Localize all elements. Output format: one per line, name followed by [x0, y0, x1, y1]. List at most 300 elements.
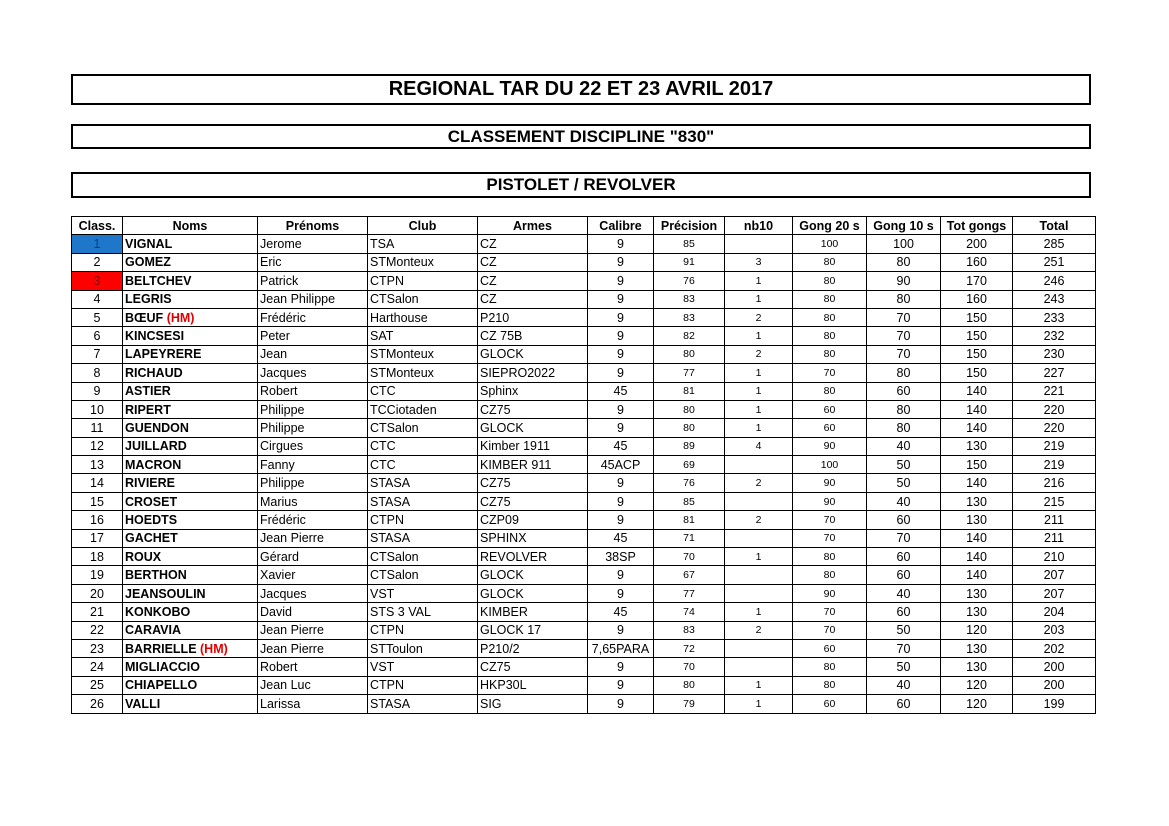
cell-prenom: Jean Luc [258, 676, 368, 694]
hm-badge: (HM) [166, 310, 195, 325]
shooter-name: RIPERT [125, 402, 171, 417]
cell-gong20: 60 [793, 419, 867, 437]
cell-nom [123, 566, 258, 584]
cell-calibre: 45 [588, 382, 654, 400]
shooter-name: BERTHON [125, 568, 187, 583]
cell-rank: 9 [72, 382, 123, 400]
cell-arme: GLOCK [478, 584, 588, 602]
cell-gong10: 50 [867, 658, 941, 676]
cell-totgongs: 140 [941, 566, 1013, 584]
cell-prenom: Jean Pierre [258, 621, 368, 639]
col-header-club: Club [368, 217, 478, 235]
cell-rank: 23 [72, 639, 123, 657]
shooter-name: VIGNAL [125, 237, 173, 252]
cell-precision: 70 [654, 548, 725, 566]
cell-arme: CZ [478, 290, 588, 308]
cell-calibre: 9 [588, 511, 654, 529]
table-row [72, 529, 1096, 547]
shooter-name: KINCSESI [125, 329, 185, 344]
cell-club: STToulon [368, 639, 478, 657]
cell-totgongs: 150 [941, 345, 1013, 363]
cell-nb10: 2 [725, 621, 793, 639]
cell-calibre: 9 [588, 400, 654, 418]
cell-gong10: 40 [867, 676, 941, 694]
cell-nom [123, 456, 258, 474]
shooter-name: MACRON [125, 457, 182, 472]
cell-prenom: Philippe [258, 474, 368, 492]
cell-precision: 80 [654, 345, 725, 363]
cell-total: 219 [1013, 456, 1096, 474]
shooter-name: BARRIELLE [125, 641, 197, 656]
cell-nom [123, 308, 258, 326]
table-row [72, 566, 1096, 584]
cell-gong20: 100 [793, 456, 867, 474]
shooter-name: CARAVIA [125, 623, 182, 638]
col-header-calibre: Calibre [588, 217, 654, 235]
cell-total: 211 [1013, 511, 1096, 529]
cell-prenom: Jean [258, 345, 368, 363]
cell-club: CTC [368, 437, 478, 455]
cell-nb10 [725, 639, 793, 657]
cell-club: CTC [368, 382, 478, 400]
cell-precision: 91 [654, 253, 725, 271]
cell-arme: CZP09 [478, 511, 588, 529]
cell-nb10: 1 [725, 419, 793, 437]
cell-totgongs: 130 [941, 511, 1013, 529]
cell-gong20: 90 [793, 474, 867, 492]
cell-rank: 6 [72, 327, 123, 345]
cell-nom [123, 253, 258, 271]
cell-club: STMonteux [368, 253, 478, 271]
cell-nb10: 1 [725, 382, 793, 400]
cell-gong10: 70 [867, 529, 941, 547]
cell-precision: 70 [654, 658, 725, 676]
cell-totgongs: 140 [941, 382, 1013, 400]
shooter-name: HOEDTS [125, 512, 178, 527]
cell-gong10: 60 [867, 548, 941, 566]
cell-gong20: 60 [793, 400, 867, 418]
cell-arme: P210/2 [478, 639, 588, 657]
cell-rank: 25 [72, 676, 123, 694]
cell-gong20: 70 [793, 621, 867, 639]
cell-total: 246 [1013, 272, 1096, 290]
cell-nb10: 1 [725, 400, 793, 418]
cell-club: STMonteux [368, 345, 478, 363]
cell-precision: 77 [654, 584, 725, 602]
cell-calibre: 9 [588, 235, 654, 253]
cell-prenom: Jean Pierre [258, 529, 368, 547]
cell-prenom: Jacques [258, 584, 368, 602]
cell-totgongs: 140 [941, 400, 1013, 418]
cell-nb10 [725, 492, 793, 510]
cell-total: 233 [1013, 308, 1096, 326]
cell-arme: Kimber 1911 [478, 437, 588, 455]
cell-arme: CZ75 [478, 492, 588, 510]
cell-nb10: 1 [725, 603, 793, 621]
cell-nom [123, 272, 258, 290]
cell-prenom: Frédéric [258, 511, 368, 529]
cell-rank: 4 [72, 290, 123, 308]
cell-nb10: 2 [725, 345, 793, 363]
cell-total: 227 [1013, 364, 1096, 382]
cell-rank: 1 [72, 235, 123, 253]
cell-gong10: 70 [867, 327, 941, 345]
cell-gong10: 90 [867, 272, 941, 290]
cell-gong20: 80 [793, 548, 867, 566]
cell-nom [123, 382, 258, 400]
cell-rank: 22 [72, 621, 123, 639]
cell-prenom: Robert [258, 658, 368, 676]
table-row [72, 584, 1096, 602]
cell-arme: CZ75 [478, 658, 588, 676]
table-row [72, 548, 1096, 566]
cell-nb10: 3 [725, 253, 793, 271]
cell-total: 200 [1013, 658, 1096, 676]
cell-gong20: 100 [793, 235, 867, 253]
cell-arme: SIEPRO2022 [478, 364, 588, 382]
cell-totgongs: 130 [941, 603, 1013, 621]
cell-gong20: 80 [793, 290, 867, 308]
cell-nb10 [725, 658, 793, 676]
cell-prenom: Eric [258, 253, 368, 271]
cell-precision: 76 [654, 474, 725, 492]
table-row [72, 658, 1096, 676]
cell-nb10 [725, 235, 793, 253]
cell-gong10: 70 [867, 639, 941, 657]
cell-nom [123, 364, 258, 382]
cell-gong10: 80 [867, 253, 941, 271]
table-row [72, 492, 1096, 510]
cell-calibre: 9 [588, 272, 654, 290]
cell-arme: CZ [478, 272, 588, 290]
shooter-name: GACHET [125, 531, 178, 546]
cell-precision: 67 [654, 566, 725, 584]
cell-prenom: Marius [258, 492, 368, 510]
cell-nb10 [725, 456, 793, 474]
cell-club: CTPN [368, 676, 478, 694]
cell-total: 207 [1013, 584, 1096, 602]
cell-total: 203 [1013, 621, 1096, 639]
cell-total: 207 [1013, 566, 1096, 584]
cell-club: CTSalon [368, 548, 478, 566]
cell-calibre: 9 [588, 676, 654, 694]
cell-arme: P210 [478, 308, 588, 326]
cell-rank: 17 [72, 529, 123, 547]
cell-prenom: Patrick [258, 272, 368, 290]
cell-nom [123, 584, 258, 602]
cell-gong10: 60 [867, 603, 941, 621]
shooter-name: MIGLIACCIO [125, 660, 200, 675]
cell-club: CTSalon [368, 566, 478, 584]
cell-nom [123, 603, 258, 621]
cell-club: VST [368, 658, 478, 676]
shooter-name: VALLI [125, 696, 161, 711]
cell-club: CTPN [368, 621, 478, 639]
cell-precision: 74 [654, 603, 725, 621]
cell-club: TSA [368, 235, 478, 253]
cell-calibre: 9 [588, 253, 654, 271]
cell-nb10: 1 [725, 364, 793, 382]
cell-gong20: 80 [793, 327, 867, 345]
cell-totgongs: 130 [941, 584, 1013, 602]
shooter-name: JUILLARD [125, 439, 187, 454]
cell-calibre: 9 [588, 474, 654, 492]
table-row [72, 511, 1096, 529]
cell-precision: 81 [654, 382, 725, 400]
cell-arme: CZ [478, 235, 588, 253]
cell-total: 285 [1013, 235, 1096, 253]
cell-total: 230 [1013, 345, 1096, 363]
cell-precision: 71 [654, 529, 725, 547]
cell-arme: GLOCK [478, 566, 588, 584]
cell-arme: CZ75 [478, 474, 588, 492]
cell-prenom: David [258, 603, 368, 621]
cell-totgongs: 150 [941, 308, 1013, 326]
cell-gong20: 80 [793, 272, 867, 290]
cell-total: 220 [1013, 400, 1096, 418]
shooter-name: BELTCHEV [125, 273, 192, 288]
cell-nom [123, 695, 258, 713]
cell-gong10: 80 [867, 364, 941, 382]
cell-prenom: Jean Philippe [258, 290, 368, 308]
table-header-row [72, 217, 1096, 235]
cell-nom [123, 474, 258, 492]
cell-totgongs: 140 [941, 474, 1013, 492]
cell-totgongs: 140 [941, 548, 1013, 566]
cell-calibre: 9 [588, 584, 654, 602]
cell-gong10: 50 [867, 474, 941, 492]
cell-precision: 80 [654, 676, 725, 694]
cell-calibre: 45ACP [588, 456, 654, 474]
cell-club: CTC [368, 456, 478, 474]
ranking-table [71, 216, 1096, 714]
cell-prenom: Cirgues [258, 437, 368, 455]
cell-prenom: Xavier [258, 566, 368, 584]
cell-total: 199 [1013, 695, 1096, 713]
table-row [72, 603, 1096, 621]
cell-totgongs: 130 [941, 492, 1013, 510]
cell-rank: 13 [72, 456, 123, 474]
cell-gong10: 60 [867, 695, 941, 713]
shooter-name: CHIAPELLO [125, 678, 198, 693]
shooter-name: JEANSOULIN [125, 586, 206, 601]
cell-gong20: 80 [793, 345, 867, 363]
cell-rank: 19 [72, 566, 123, 584]
cell-calibre: 45 [588, 437, 654, 455]
cell-club: CTPN [368, 272, 478, 290]
table-row [72, 382, 1096, 400]
cell-club: VST [368, 584, 478, 602]
cell-prenom: Jerome [258, 235, 368, 253]
table-row [72, 290, 1096, 308]
cell-gong20: 70 [793, 529, 867, 547]
cell-total: 215 [1013, 492, 1096, 510]
cell-club: STMonteux [368, 364, 478, 382]
shooter-name: RICHAUD [125, 365, 183, 380]
col-header-armes: Armes [478, 217, 588, 235]
cell-gong20: 90 [793, 492, 867, 510]
cell-nom [123, 419, 258, 437]
cell-precision: 80 [654, 419, 725, 437]
shooter-name: GOMEZ [125, 255, 171, 270]
cell-club: SAT [368, 327, 478, 345]
cell-nom [123, 658, 258, 676]
cell-prenom: Jacques [258, 364, 368, 382]
cell-calibre: 9 [588, 658, 654, 676]
cell-nom [123, 437, 258, 455]
cell-rank: 14 [72, 474, 123, 492]
table-row [72, 474, 1096, 492]
cell-arme: CZ [478, 253, 588, 271]
cell-arme: REVOLVER [478, 548, 588, 566]
cell-totgongs: 150 [941, 456, 1013, 474]
shooter-name: ROUX [125, 549, 162, 564]
cell-rank: 16 [72, 511, 123, 529]
table-row [72, 456, 1096, 474]
cell-prenom: Philippe [258, 419, 368, 437]
table-row [72, 253, 1096, 271]
table-row [72, 327, 1096, 345]
cell-calibre: 9 [588, 419, 654, 437]
cell-calibre: 38SP [588, 548, 654, 566]
cell-totgongs: 200 [941, 235, 1013, 253]
cell-totgongs: 130 [941, 639, 1013, 657]
cell-gong10: 70 [867, 308, 941, 326]
cell-arme: CZ 75B [478, 327, 588, 345]
cell-prenom: Gérard [258, 548, 368, 566]
cell-nb10: 1 [725, 676, 793, 694]
cell-totgongs: 130 [941, 658, 1013, 676]
cell-arme: KIMBER 911 [478, 456, 588, 474]
cell-arme: SPHINX [478, 529, 588, 547]
cell-totgongs: 160 [941, 290, 1013, 308]
cell-rank: 24 [72, 658, 123, 676]
table-row [72, 308, 1096, 326]
cell-calibre: 9 [588, 327, 654, 345]
cell-gong10: 40 [867, 437, 941, 455]
cell-club: STASA [368, 474, 478, 492]
table-row [72, 419, 1096, 437]
cell-gong10: 60 [867, 511, 941, 529]
cell-club: CTSalon [368, 419, 478, 437]
cell-arme: CZ75 [478, 400, 588, 418]
cell-nb10 [725, 566, 793, 584]
cell-nb10: 1 [725, 548, 793, 566]
cell-nom [123, 327, 258, 345]
col-header-noms: Noms [123, 217, 258, 235]
shooter-name: BŒUF [125, 310, 164, 325]
shooter-name: RIVIERE [125, 476, 176, 491]
cell-nom [123, 345, 258, 363]
shooter-name: GUENDON [125, 420, 189, 435]
cell-nom [123, 676, 258, 694]
cell-gong10: 80 [867, 290, 941, 308]
table-row [72, 364, 1096, 382]
cell-nom [123, 492, 258, 510]
cell-rank: 11 [72, 419, 123, 437]
cell-nb10: 2 [725, 308, 793, 326]
cell-calibre: 9 [588, 566, 654, 584]
cell-totgongs: 120 [941, 621, 1013, 639]
cell-gong20: 80 [793, 676, 867, 694]
table-row [72, 676, 1096, 694]
cell-arme: GLOCK 17 [478, 621, 588, 639]
cell-gong10: 70 [867, 345, 941, 363]
cell-gong10: 40 [867, 492, 941, 510]
cell-rank: 8 [72, 364, 123, 382]
cell-nb10: 1 [725, 327, 793, 345]
shooter-name: CROSET [125, 494, 178, 509]
cell-precision: 83 [654, 621, 725, 639]
cell-precision: 72 [654, 639, 725, 657]
cell-nom [123, 511, 258, 529]
col-header-precision: Précision [654, 217, 725, 235]
cell-gong10: 50 [867, 456, 941, 474]
table-row [72, 400, 1096, 418]
cell-totgongs: 120 [941, 676, 1013, 694]
cell-calibre: 9 [588, 290, 654, 308]
cell-rank: 3 [72, 272, 123, 290]
cell-total: 220 [1013, 419, 1096, 437]
col-header-gong20: Gong 20 s [793, 217, 867, 235]
cell-gong20: 70 [793, 364, 867, 382]
cell-calibre: 9 [588, 308, 654, 326]
cell-precision: 80 [654, 400, 725, 418]
cell-calibre: 9 [588, 621, 654, 639]
cell-nom [123, 400, 258, 418]
cell-club: STS 3 VAL [368, 603, 478, 621]
cell-arme: KIMBER [478, 603, 588, 621]
cell-precision: 82 [654, 327, 725, 345]
cell-totgongs: 140 [941, 419, 1013, 437]
cell-precision: 76 [654, 272, 725, 290]
cell-nom [123, 621, 258, 639]
cell-club: CTPN [368, 511, 478, 529]
cell-gong20: 90 [793, 437, 867, 455]
col-header-gong10: Gong 10 s [867, 217, 941, 235]
cell-gong20: 80 [793, 658, 867, 676]
cell-club: Harthouse [368, 308, 478, 326]
cell-precision: 79 [654, 695, 725, 713]
cell-precision: 89 [654, 437, 725, 455]
cell-nom [123, 235, 258, 253]
cell-prenom: Larissa [258, 695, 368, 713]
cell-precision: 83 [654, 290, 725, 308]
cell-rank: 2 [72, 253, 123, 271]
cell-gong10: 100 [867, 235, 941, 253]
cell-total: 200 [1013, 676, 1096, 694]
cell-rank: 5 [72, 308, 123, 326]
cell-precision: 77 [654, 364, 725, 382]
cell-arme: SIG [478, 695, 588, 713]
cell-calibre: 9 [588, 695, 654, 713]
cell-arme: HKP30L [478, 676, 588, 694]
table-row [72, 695, 1096, 713]
cell-nb10: 1 [725, 272, 793, 290]
cell-prenom: Fanny [258, 456, 368, 474]
cell-rank: 21 [72, 603, 123, 621]
cell-gong20: 60 [793, 695, 867, 713]
cell-gong20: 70 [793, 511, 867, 529]
cell-totgongs: 130 [941, 437, 1013, 455]
cell-gong20: 70 [793, 603, 867, 621]
cell-calibre: 9 [588, 345, 654, 363]
cell-rank: 12 [72, 437, 123, 455]
cell-club: STASA [368, 529, 478, 547]
cell-total: 204 [1013, 603, 1096, 621]
category-title: PISTOLET / REVOLVER [71, 172, 1091, 198]
shooter-name: LEGRIS [125, 292, 172, 307]
